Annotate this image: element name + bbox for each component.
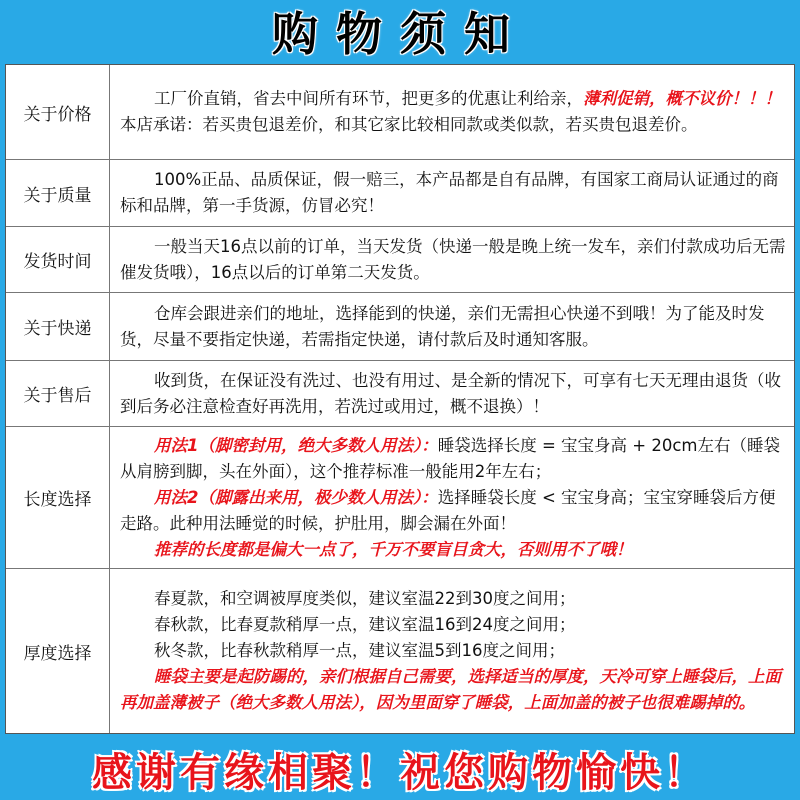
row-label: 长度选择 bbox=[6, 427, 110, 568]
courier-text: 仓库会跟进亲们的地址，选择能到的快递，亲们无需担心快递不到哦！为了能及时发货，尽量不要指定快递，若需指定快递，请付款后及时通知客服。 bbox=[120, 303, 765, 349]
page-title: 购物须知 bbox=[272, 7, 528, 61]
row-content bbox=[110, 569, 794, 733]
row-content bbox=[110, 293, 794, 360]
usage2-label: 用法2（脚露出来用，极少数人用法）： bbox=[154, 487, 438, 507]
price-text-2: 本店承诺：若买贵包退差价，和其它家比较相同款或类似款，若买贵包退差价。 bbox=[120, 115, 698, 134]
row-content bbox=[110, 361, 794, 426]
row-label: 关于售后 bbox=[6, 361, 110, 426]
shipping-time-text: 一般当天16点以前的订单，当天发货（快递一般是晚上统一发车，亲们付款成功后无需催发货哦），16点以后的订单第二天发货。 bbox=[120, 236, 786, 282]
quality-text: 100%正品、品质保证，假一赔三，本产品都是自有品牌，有国家工商局认证通过的商标和品牌，第一手货源，仿冒必究！ bbox=[120, 170, 779, 215]
row-content bbox=[110, 427, 794, 568]
usage1-text: 睡袋选择长度 = 宝宝身高 + 20cm左右（睡袋从肩膀到脚，头在外面），这个推荐标准一般能用2年左右； bbox=[120, 435, 781, 481]
footer-slogan: 感谢有缘相聚！祝您购物愉快！ bbox=[92, 749, 708, 796]
thickness-line: 春夏款，和空调被厚度类似，建议室温22到30度之间用； bbox=[154, 589, 576, 608]
usage1-label: 用法1（脚密封用，绝大多数人用法）： bbox=[154, 435, 438, 455]
row-label: 关于快递 bbox=[6, 293, 110, 360]
row-length bbox=[6, 427, 794, 569]
row-content bbox=[110, 160, 794, 226]
usage2-text: 选择睡袋长度 < 宝宝身高；宝宝穿睡袋后方便走路。此种用法睡觉的时候，护肚用，脚会漏在外面！ bbox=[120, 487, 776, 533]
row-label: 关于质量 bbox=[6, 160, 110, 226]
after-sales-text: 收到货，在保证没有洗过、也没有用过、是全新的情况下，可享有七天无理由退货（收到后务必注意检查好再洗用，若洗过或用过，概不退换）！ bbox=[120, 370, 781, 416]
price-text-1: 工厂价直销，省去中间所有环节，把更多的优惠让利给亲， bbox=[154, 89, 583, 108]
thickness-line: 秋冬款，比春秋款稍厚一点，建议室温5到16度之间用； bbox=[154, 641, 565, 660]
price-highlight: 薄利促销，概不议价！！！ bbox=[583, 89, 781, 108]
notice-table bbox=[5, 64, 795, 734]
row-courier bbox=[6, 293, 794, 361]
thickness-line: 春秋款，比春夏款稍厚一点，建议室温16到24度之间用； bbox=[154, 615, 576, 634]
row-label: 关于价格 bbox=[6, 65, 110, 159]
length-recommend: 推荐的长度都是偏大一点了，千万不要盲目贪大，否则用不了哦！ bbox=[154, 539, 633, 559]
row-content bbox=[110, 65, 794, 159]
row-label: 厚度选择 bbox=[6, 569, 110, 733]
row-after-sales bbox=[6, 361, 794, 427]
row-label: 发货时间 bbox=[6, 227, 110, 292]
row-content bbox=[110, 227, 794, 292]
thickness-note: 睡袋主要是起防踢的，亲们根据自己需要，选择适当的厚度，天冷可穿上睡袋后，上面再加盖薄被子（绝大多数人用法），因为里面穿了睡袋，上面加盖的被子也很难踢掉的。 bbox=[120, 667, 781, 712]
row-shipping-time bbox=[6, 227, 794, 293]
row-price bbox=[6, 65, 794, 160]
row-quality bbox=[6, 160, 794, 227]
row-thickness bbox=[6, 569, 794, 733]
